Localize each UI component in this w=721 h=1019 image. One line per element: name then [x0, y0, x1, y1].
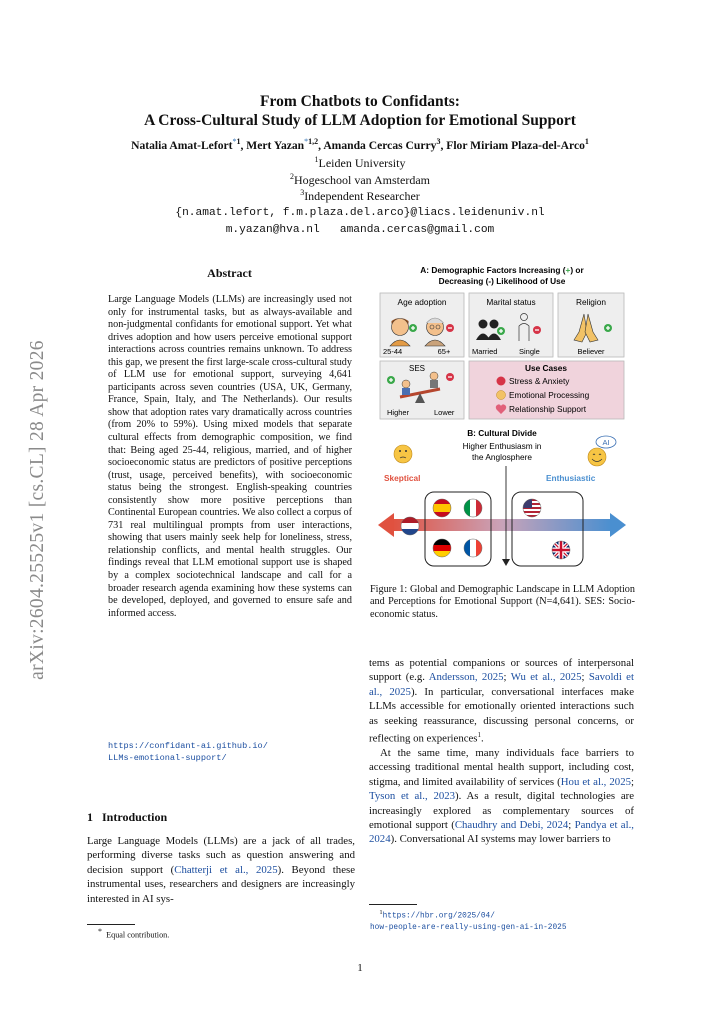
- flag-usa-icon: [523, 499, 541, 517]
- author-affil: 1: [236, 137, 241, 146]
- text-run: ). Beyond these instrumental uses, researchers and designers are increasingly interested in AI sys-: [87, 863, 355, 905]
- right-paragraph-2: [369, 746, 634, 847]
- stress-icon: [497, 377, 506, 386]
- panel-b-subtitle: Higher Enthusiasm in: [462, 441, 542, 451]
- equal-contrib-mark: *: [232, 137, 237, 146]
- use-case-item: Emotional Processing: [509, 390, 590, 400]
- citation-link[interactable]: Wu et al., 2025: [510, 671, 582, 684]
- intro-paragraph: [87, 834, 355, 906]
- use-case-item: Relationship Support: [509, 404, 587, 414]
- project-link-line[interactable]: https://confidant-ai.github.io/: [108, 741, 268, 751]
- footnote-rule: [369, 904, 417, 905]
- text-run: ;: [503, 671, 511, 684]
- age-old-label: 65+: [437, 347, 451, 356]
- paper-title: [60, 92, 660, 130]
- citation-link[interactable]: Chatterji et al., 2025: [174, 863, 278, 876]
- text-run: ;: [631, 775, 634, 788]
- author-list: Natalia Amat-Lefort$^{*1}$, Mert Yazan$^{*1,2}$, Amanda Cercas Curry$^3$, Flor Miriam Plaza-del-Arco$^1$: [131, 137, 589, 152]
- author-name: Amanda Cercas Curry: [323, 138, 437, 152]
- citation-link[interactable]: Tyson et al., 2023: [369, 790, 456, 803]
- affiliation-name: Independent Researcher: [304, 189, 420, 203]
- affiliation: [60, 155, 660, 171]
- project-link-line[interactable]: LLMs-emotional-support/: [108, 753, 227, 763]
- page-number: 1: [357, 962, 363, 974]
- thinking-face-icon: [394, 445, 412, 463]
- affiliation-number: 2: [290, 172, 294, 181]
- abstract-body: Large Language Models (LLMs) are increasingly used not only for instrumental tasks, but as always-available and non-judgmental confidants for emotional support. Yet what drives adoption and how users perceive emotional support interactions across countries remains unknown. To address this gap, we present the first large-scale cross-cultural study of LLM use for emotional support, surveying 4,641 participants across seven countries (USA, UK, Germany, France, Spain, Italy, and The Netherlands). Our results show that adoption rates vary dramatically across countries (from 20% to 59%). Using mixed models that separate cultural effects from demographic composition, we find that: Being aged 25-44, religious, married, and of higher socioeconomic status are predictors of positive perceptions (trust, usage, perceived benefits), with socioeconomic status being the strongest. English-speaking countries consistently show more positive perceptions than Continental European countries. We also collect a corpus of 731 real multilingual prompts from user interactions, showing that users mainly seek help for loneliness, stress, relationship conflicts, and mental health struggles. Our findings reveal that LLM emotional support use is shaped by a complex sociotechnical landscape and call for a broader research agenda examining how these systems can be developed, deployed, and governed to ensure safe and informed access.: [108, 294, 352, 619]
- footnote-mark: *: [98, 927, 102, 936]
- text-run: ). As a result, digital technologies are increasingly explored as complementary sources of emotional support (: [369, 790, 634, 832]
- text-run: ). Conversational AI systems may lower barriers to: [390, 833, 611, 846]
- section-number: 1: [87, 810, 93, 824]
- believer-label: Believer: [577, 347, 605, 356]
- affiliation: [60, 172, 660, 188]
- footnote-link[interactable]: https://hbr.org/2025/04/: [382, 912, 495, 921]
- panel-a-subtitle: Decreasing (-) Likelihood of Use: [438, 276, 566, 286]
- author-affil: 3: [436, 137, 441, 146]
- project-link[interactable]: [108, 740, 268, 764]
- section-heading: [87, 810, 167, 825]
- ses-label: SES: [408, 364, 426, 373]
- text-run: ;: [568, 819, 575, 832]
- age-young-label: 25-44: [383, 347, 403, 356]
- figure-1: [370, 260, 634, 578]
- single-label: Single: [519, 347, 540, 356]
- abstract-heading: Abstract: [207, 266, 252, 280]
- footnote-ref[interactable]: 1: [477, 731, 482, 740]
- use-case-item: Stress & Anxiety: [509, 376, 570, 386]
- marital-label: Marital status: [486, 297, 536, 307]
- text-run: At the same time, many individuals face barriers to accessing traditional mental health support, including cost, stigma, and limited availability of services (: [369, 747, 634, 788]
- citation-link[interactable]: Chaudhry and Debi, 2024: [454, 819, 569, 832]
- panel-b-subtitle: the Anglosphere: [472, 452, 532, 462]
- author-name: Mert Yazan: [246, 138, 305, 152]
- footnote-number: 1: [379, 909, 383, 916]
- author-name: Flor Miriam Plaza-del-Arco: [446, 138, 585, 152]
- panel-a-title: A: Demographic Factors Increasing (+) or: [420, 265, 584, 275]
- text-run: .: [481, 732, 484, 745]
- flag-netherlands-icon: [401, 517, 419, 535]
- religion-box: [558, 293, 624, 357]
- footnote-text: Equal contribution.: [106, 930, 170, 940]
- footnote-link[interactable]: how-people-are-really-using-gen-ai-in-2025: [370, 923, 567, 932]
- skeptical-label: Skeptical: [384, 473, 421, 483]
- ses-box: [380, 361, 464, 419]
- email-line: {n.amat.lefort, f.m.plaza.del.arco}@liacs.leidenuniv.nl: [175, 207, 545, 219]
- religion-label: Religion: [576, 297, 606, 307]
- flag-spain-icon: [433, 499, 451, 517]
- age-label: Age adoption: [397, 297, 447, 307]
- affiliation-name: Hogeschool van Amsterdam: [294, 173, 430, 187]
- figure-caption: Figure 1: Global and Demographic Landscape in LLM Adoption and Perceptions for Emotional Support (N=4,641). SES: Socio-economic status.: [370, 584, 635, 620]
- ai-bubble-text: AI: [602, 438, 610, 447]
- citation-link[interactable]: Andersson, 2025: [428, 671, 504, 684]
- equal-contrib-mark: *: [304, 137, 309, 146]
- flag-uk-icon: [552, 541, 570, 559]
- flag-italy-icon: [464, 499, 482, 517]
- arxiv-id: arXiv:2604.25525v1 [cs.CL] 28 Apr 2026: [27, 340, 48, 680]
- citation-link[interactable]: Savoldi et al., 2025: [369, 671, 634, 698]
- title-line-2: A Cross-Cultural Study of LLM Adoption for Emotional Support: [144, 112, 576, 129]
- panel-b-title: B: Cultural Divide: [467, 428, 537, 438]
- affiliation-name: Leiden University: [318, 156, 406, 170]
- ses-lower-label: Lower: [434, 408, 455, 417]
- email-line: m.yazan@hva.nl amanda.cercas@gmail.com: [225, 224, 495, 236]
- footnote-rule: [87, 924, 135, 925]
- flag-germany-icon: [433, 539, 451, 557]
- author-name: Natalia Amat-Lefort: [131, 138, 233, 152]
- footnote-equal-contribution: [98, 927, 169, 940]
- age-box: [380, 293, 464, 357]
- intro-right-column: [369, 656, 634, 847]
- use-cases-label: Use Cases: [525, 363, 567, 373]
- text-run: tems as potential companions or sources of interpersonal support (e.g.: [369, 657, 634, 684]
- text-run: ). In particular, conversational interfaces make LLMs accessible for emotionally oriented interactions such as seeking reassurance, discussing personal concerns, or reflecting on experiences: [369, 685, 634, 745]
- text-run: ;: [581, 671, 589, 684]
- happy-face-ai-icon: [588, 436, 616, 466]
- use-cases-box: [469, 361, 624, 419]
- author-affil: 1: [584, 137, 589, 146]
- enthusiastic-label: Enthusiastic: [546, 473, 596, 483]
- section-title: Introduction: [102, 810, 168, 824]
- title-line-1: From Chatbots to Confidants:: [260, 93, 460, 110]
- citation-link[interactable]: Pandya et al., 2024: [369, 819, 634, 846]
- author-affil: 1,2: [308, 137, 319, 146]
- married-label: Married: [472, 347, 498, 356]
- footnote-url: [370, 907, 567, 934]
- marital-box: [469, 293, 553, 357]
- citation-link[interactable]: Hou et al., 2025: [560, 775, 631, 788]
- text-run: Large Language Models (LLMs) are a jack of all trades, performing diverse tasks such as question answering and decision support (: [87, 835, 355, 876]
- right-paragraph-1: [369, 656, 634, 746]
- affiliation: [60, 188, 660, 204]
- emotion-face-icon: [497, 391, 506, 400]
- ses-higher-label: Higher: [387, 408, 410, 417]
- affiliation-number: 3: [300, 188, 305, 197]
- affiliation-number: 1: [314, 155, 319, 164]
- arxiv-sidebar-stamp: [18, 300, 58, 720]
- flag-france-icon: [464, 539, 482, 557]
